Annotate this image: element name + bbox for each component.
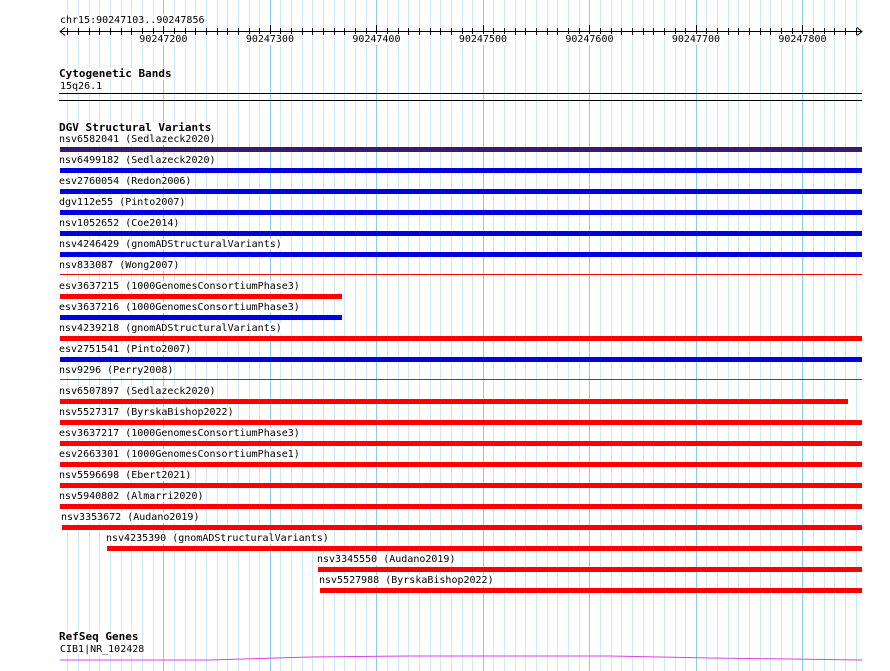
ruler-tick-label: 90247600 — [565, 34, 614, 45]
dgv-track-title: DGV Structural Variants — [59, 121, 212, 134]
variant-label[interactable]: nsv9296 (Perry2008) — [59, 365, 174, 376]
refseq-gene-line[interactable] — [60, 656, 862, 660]
refseq-track-title: RefSeq Genes — [59, 630, 139, 643]
variant-label[interactable]: esv3637215 (1000GenomesConsortiumPhase3) — [59, 281, 300, 292]
variant-bar[interactable] — [62, 525, 862, 530]
variant-bar[interactable] — [60, 274, 862, 275]
variant-label[interactable]: nsv3345550 (Audano2019) — [317, 554, 456, 565]
cytoband-rule-top — [59, 93, 862, 94]
variant-bar[interactable] — [60, 231, 862, 236]
variant-label[interactable]: nsv4239218 (gnomADStructuralVariants) — [59, 323, 282, 334]
variant-label[interactable]: nsv5527988 (ByrskaBishop2022) — [319, 575, 494, 586]
variant-label[interactable]: esv2760054 (Redon2006) — [59, 176, 192, 187]
ruler-tick-label: 90247500 — [458, 34, 507, 45]
cytoband-rule-bottom — [59, 100, 862, 101]
variant-bar[interactable] — [60, 189, 862, 194]
variant-bar[interactable] — [60, 147, 862, 152]
variant-label[interactable]: nsv4235390 (gnomADStructuralVariants) — [106, 533, 329, 544]
variant-label[interactable]: dgv112e55 (Pinto2007) — [59, 197, 186, 208]
variant-label[interactable]: esv3637216 (1000GenomesConsortiumPhase3) — [59, 302, 300, 313]
variant-label[interactable]: nsv6507897 (Sedlazeck2020) — [59, 386, 216, 397]
variant-label[interactable]: nsv5527317 (ByrskaBishop2022) — [59, 407, 234, 418]
variant-label[interactable]: nsv6582041 (Sedlazeck2020) — [59, 134, 216, 145]
variant-bar[interactable] — [60, 379, 862, 380]
variant-bar[interactable] — [60, 315, 342, 320]
refseq-gene-label[interactable]: CIB1|NR_102428 — [60, 644, 145, 655]
ruler-tick-label: 90247300 — [245, 34, 294, 45]
variant-bar[interactable] — [60, 504, 862, 509]
ruler-tick-label: 90247700 — [671, 34, 721, 45]
variant-label[interactable]: esv2751541 (Pinto2007) — [59, 344, 192, 355]
variant-bar[interactable] — [60, 168, 862, 173]
location-label: chr15:90247103..90247856 — [60, 15, 205, 26]
variant-bar[interactable] — [60, 252, 862, 257]
variant-label[interactable]: esv2663301 (1000GenomesConsortiumPhase1) — [59, 449, 300, 460]
variant-bar[interactable] — [60, 336, 862, 341]
variant-bar[interactable] — [318, 567, 862, 572]
ruler-tick-label: 90247200 — [139, 34, 188, 45]
cytoband-label[interactable]: 15q26.1 — [60, 81, 103, 92]
variant-label[interactable]: nsv833087 (Wong2007) — [59, 260, 180, 271]
variant-label[interactable]: nsv4246429 (gnomADStructuralVariants) — [59, 239, 282, 250]
variant-bar[interactable] — [107, 546, 862, 551]
variant-bar[interactable] — [60, 441, 862, 446]
ruler-tick-label: 90247400 — [352, 34, 401, 45]
variant-bar[interactable] — [60, 294, 342, 299]
variant-bar[interactable] — [60, 399, 848, 404]
variant-bar[interactable] — [60, 483, 862, 488]
variant-bar[interactable] — [60, 462, 862, 467]
variant-label[interactable]: nsv6499182 (Sedlazeck2020) — [59, 155, 216, 166]
variant-label[interactable]: esv3637217 (1000GenomesConsortiumPhase3) — [59, 428, 300, 439]
variant-label[interactable]: nsv1052652 (Coe2014) — [59, 218, 180, 229]
variant-bar[interactable] — [60, 420, 862, 425]
variant-bar[interactable] — [60, 210, 862, 215]
variant-label[interactable]: nsv5596698 (Ebert2021) — [59, 470, 192, 481]
variant-bar[interactable] — [60, 357, 862, 362]
ruler-tick-label: 90247800 — [778, 34, 827, 45]
variant-label[interactable]: nsv5940802 (Almarri2020) — [59, 491, 204, 502]
variant-bar[interactable] — [320, 588, 862, 593]
cytoband-track-title: Cytogenetic Bands — [59, 67, 172, 80]
variant-label[interactable]: nsv3353672 (Audano2019) — [61, 512, 200, 523]
